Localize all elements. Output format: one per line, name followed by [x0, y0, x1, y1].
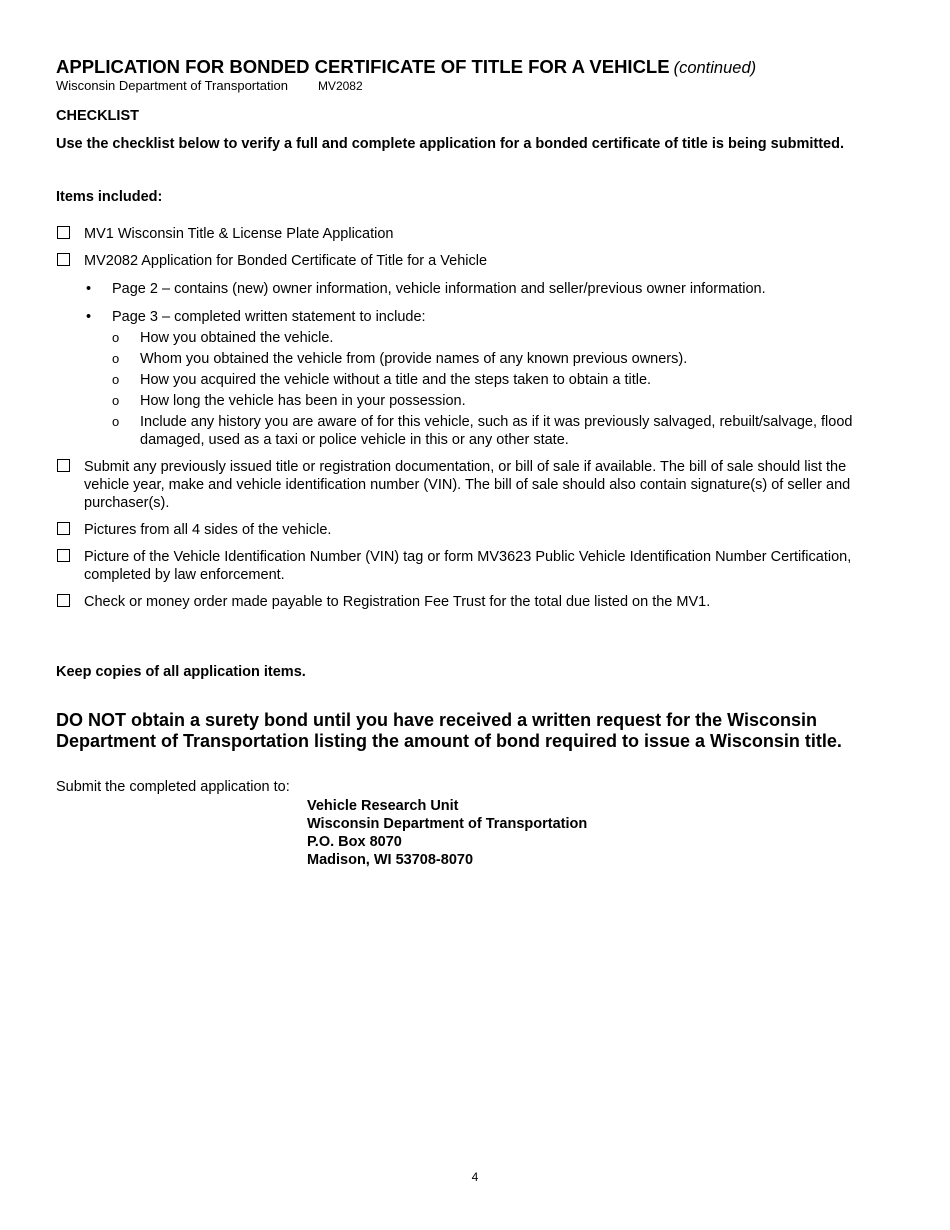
form-number: MV2082: [317, 79, 363, 93]
items-included-heading: Items included:: [56, 189, 163, 205]
checklist-item-label: MV1 Wisconsin Title & License Plate Application: [84, 226, 394, 242]
keep-copies-note: Keep copies of all application items.: [56, 664, 306, 680]
checklist-item-label: MV2082 Application for Bonded Certificate of Title for a Vehicle: [84, 253, 488, 269]
checkbox[interactable]: [57, 226, 70, 239]
document-title-row: [56, 56, 756, 78]
sub-item-label: How long the vehicle has been in your possession.: [140, 393, 466, 409]
address-line: Vehicle Research Unit: [307, 798, 459, 814]
checkbox[interactable]: [57, 594, 70, 607]
bullet-icon: •: [86, 309, 92, 325]
department-name: Wisconsin Department of Transportation: [56, 78, 288, 93]
circle-bullet-icon: o: [112, 330, 120, 345]
sub-item-label: Whom you obtained the vehicle from (provide names of any known previous owners).: [140, 351, 688, 367]
bullet-label: Page 2 – contains (new) owner information, vehicle information and seller/previous owner information.: [112, 281, 766, 297]
sub-item-label: How you obtained the vehicle.: [140, 330, 334, 346]
checkbox[interactable]: [57, 549, 70, 562]
document-title: APPLICATION FOR BONDED CERTIFICATE OF TITLE FOR A VEHICLE: [56, 56, 670, 77]
sub-item-label: Include any history you are aware of for this vehicle, such as if it was previously salvaged, rebuilt/salvage, flood damaged, used as a taxi or police vehicle in this or any other state.: [140, 414, 853, 448]
checklist-item-label: Submit any previously issued title or registration documentation, or bill of sale if available. The bill of sale should list the vehicle year, make and vehicle identification number (VIN). The bill of sale should also contain signature(s) of seller and purchaser(s).: [84, 459, 851, 511]
checklist-item-label: Check or money order made payable to Registration Fee Trust for the total due listed on the MV1.: [84, 594, 711, 610]
bullet-icon: •: [86, 281, 92, 297]
checkbox[interactable]: [57, 253, 70, 266]
mailing-address: [307, 797, 587, 869]
checklist-intro: Use the checklist below to verify a full and complete application for a bonded certificate of title is being submitted.: [56, 136, 844, 152]
circle-bullet-icon: o: [112, 414, 120, 429]
address-line: P.O. Box 8070: [307, 834, 402, 850]
address-line: Madison, WI 53708-8070: [307, 852, 474, 868]
page-number: 4: [471, 1170, 479, 1184]
address-line: Wisconsin Department of Transportation: [307, 816, 588, 832]
checklist-heading: CHECKLIST: [56, 108, 139, 124]
submit-label: Submit the completed application to:: [56, 779, 290, 795]
department-line: [56, 78, 363, 93]
surety-bond-warning: DO NOT obtain a surety bond until you have received a written request for the Wisconsin Department of Transportation listing the amount of bond required to issue a Wisconsin title.: [56, 710, 842, 751]
checklist-item-label: Picture of the Vehicle Identification Number (VIN) tag or form MV3623 Public Vehicle Identification Number Certification, completed by law enforcement.: [84, 549, 852, 583]
checkbox[interactable]: [57, 459, 70, 472]
circle-bullet-icon: o: [112, 393, 120, 408]
bullet-label: Page 3 – completed written statement to include:: [112, 309, 426, 325]
circle-bullet-icon: o: [112, 372, 120, 387]
checkbox[interactable]: [57, 522, 70, 535]
title-continued: (continued): [673, 59, 757, 77]
circle-bullet-icon: o: [112, 351, 120, 366]
sub-item-label: How you acquired the vehicle without a title and the steps taken to obtain a title.: [140, 372, 652, 388]
checklist-item-label: Pictures from all 4 sides of the vehicle.: [84, 522, 332, 538]
